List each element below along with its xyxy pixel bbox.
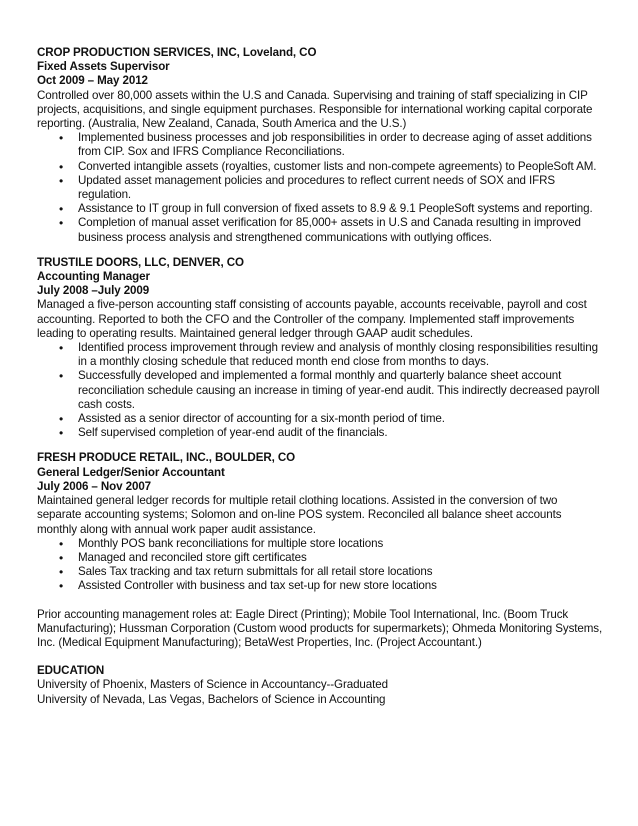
bullet-item: • Converted intangible assets (royalties, customer lists and non-compete agreements) to PeopleSoft AM. (78, 160, 603, 174)
education-entry: University of Nevada, Las Vegas, Bachelors of Science in Accounting (37, 692, 386, 706)
job-title: Fixed Assets Supervisor (37, 60, 170, 74)
resume-page (37, 46, 603, 707)
bullet-item: • Managed and reconciled store gift certificates (78, 551, 603, 565)
job-description: Controlled over 80,000 assets within the U.S and Canada. Supervising and training of staff specializing in CIP projects, acquisitions, and single equipment purchases. Responsible for international working capital corporate reporting. (Australia, New Zealand, Canada, South America and the U.S.) (37, 88, 593, 131)
job-dates: July 2008 –July 2009 (37, 284, 150, 298)
bullet-item: • Updated asset management policies and procedures to reflect current needs of SOX and IFRS regulation. (78, 174, 603, 202)
bullet-item: • Completion of manual asset verification for 85,000+ assets in U.S and Canada resulting in improved business process analysis and strengthened communications with outlying offices. (78, 216, 603, 244)
job-bullets (37, 341, 603, 440)
bullet-item: • Assistance to IT group in full conversion of fixed assets to 8.9 & 9.1 PeopleSoft systems and reporting. (78, 202, 603, 216)
education-section (37, 664, 603, 707)
bullet-item: • Assisted Controller with business and tax set-up for new store locations (78, 579, 603, 593)
job-entry (37, 451, 603, 593)
company-name: FRESH PRODUCE RETAIL, INC., BOULDER, CO (37, 451, 296, 465)
bullet-item: • Implemented business processes and job responsibilities in order to decrease aging of asset additions from CIP. Sox and IFRS Compliance Reconciliations. (78, 131, 603, 159)
job-entry (37, 256, 603, 441)
bullet-item: • Successfully developed and implemented a formal monthly and quarterly balance sheet account reconciliation schedule causing an increase in timing of year-end audit. This indirectly decreased payroll cash costs. (78, 369, 603, 412)
job-dates: July 2006 – Nov 2007 (37, 479, 152, 493)
job-dates: Oct 2009 – May 2012 (37, 74, 148, 88)
bullet-item: • Assisted as a senior director of accounting for a six-month period of time. (78, 412, 603, 426)
bullet-item: • Self supervised completion of year-end audit of the financials. (78, 426, 603, 440)
job-description: Maintained general ledger records for multiple retail clothing locations. Assisted in the conversion of two separate accounting systems; Solomon and on-line POS system. Reconciled all balance sheet accounts monthly along with annual work paper audit assistance. (37, 494, 562, 536)
company-name: TRUSTILE DOORS, LLC, DENVER, CO (37, 255, 244, 269)
job-title: General Ledger/Senior Accountant (37, 465, 225, 479)
education-heading: EDUCATION (37, 664, 105, 678)
company-name: CROP PRODUCTION SERVICES, INC, Loveland, CO (37, 46, 317, 59)
education-entry: University of Phoenix, Masters of Science in Accountancy--Graduated (37, 678, 388, 692)
bullet-item: • Sales Tax tracking and tax return submittals for all retail store locations (78, 565, 603, 579)
prior-roles: Prior accounting management roles at: Eagle Direct (Printing); Mobile Tool International, Inc. (Boom Truck Manufacturing); Hussman Corporation (Custom wood products for supermarkets); Ohmeda Monitoring Systems, Inc. (Medical Equipment Manufacturing); BetaWest Properties, Inc. (Project Accountant.) (37, 607, 603, 649)
job-title: Accounting Manager (37, 270, 150, 284)
bullet-item: • Monthly POS bank reconciliations for multiple store locations (78, 537, 603, 551)
bullet-item: • Identified process improvement through review and analysis of monthly closing responsibilities resulting in a monthly closing schedule that reduced month end close from months to days. (78, 341, 603, 369)
job-bullets (37, 537, 603, 594)
job-entry (37, 46, 603, 245)
job-bullets (37, 131, 603, 245)
job-description: Managed a five-person accounting staff consisting of accounts payable, accounts receivable, payroll and cost accounting. Reported to both the CFO and the Controller of the company. Implemented staff improvements leading to operating results. Maintained general ledger through GAAP audit schedules. (37, 298, 587, 340)
